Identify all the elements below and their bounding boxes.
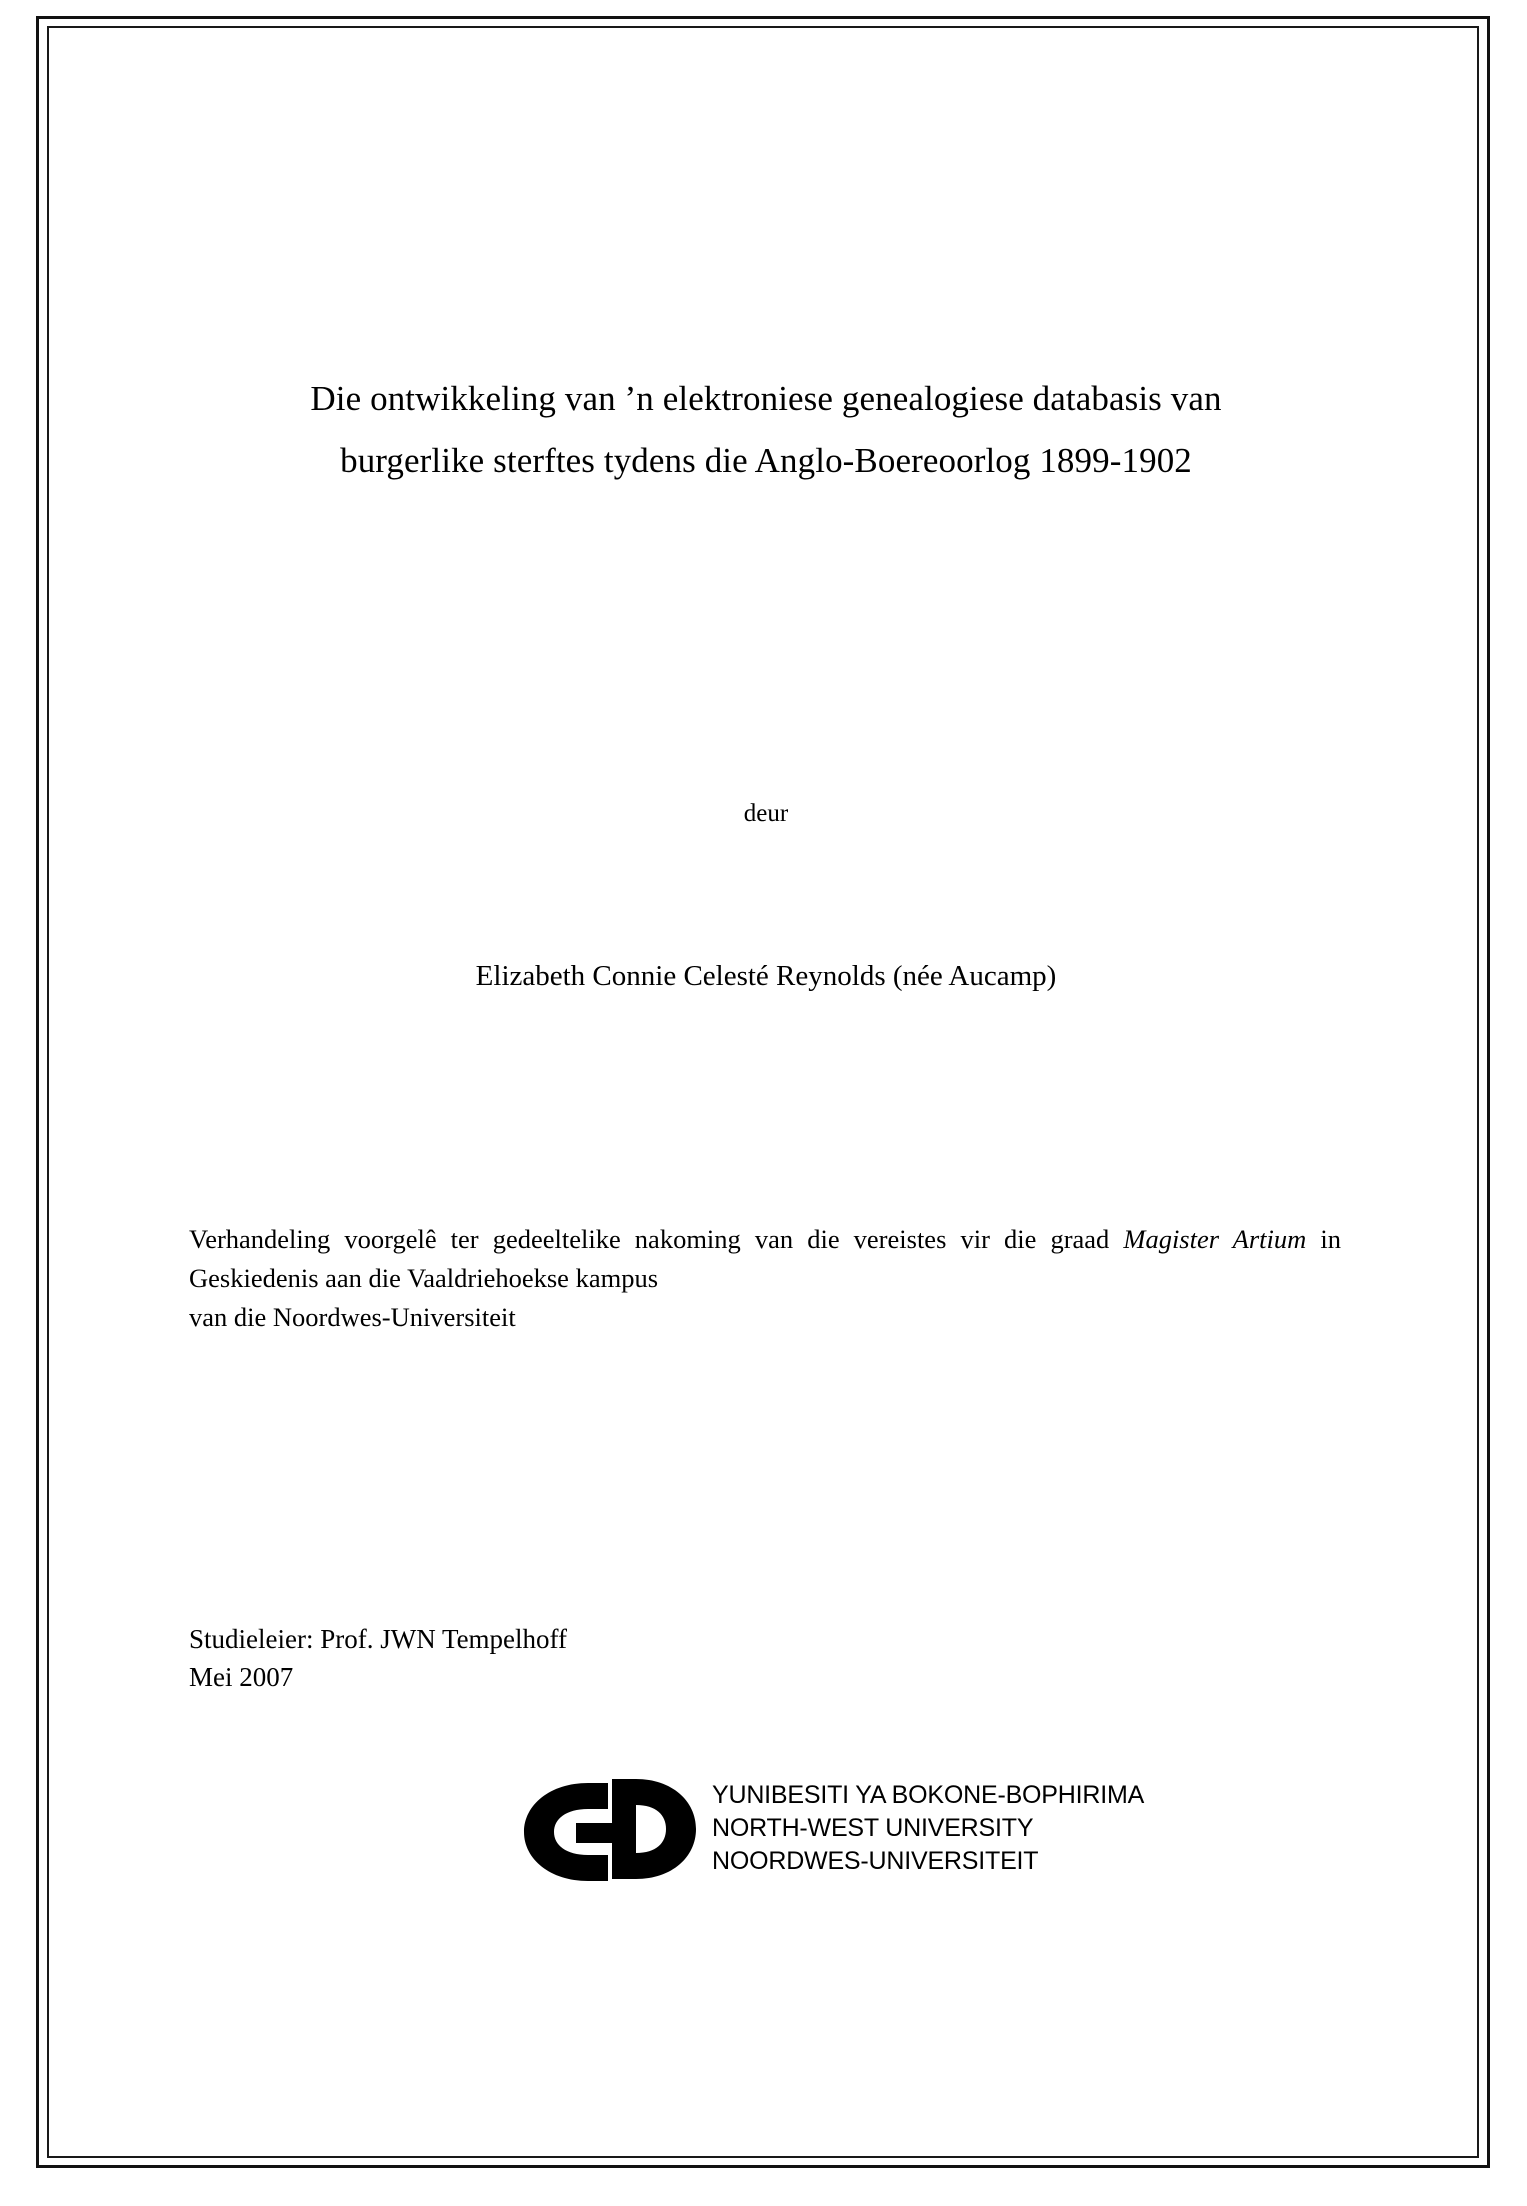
supervisor-line: Studieleier: Prof. JWN Tempelhoff xyxy=(189,1624,568,1654)
degree-statement xyxy=(189,1220,1341,1337)
north-west-university-logo-icon xyxy=(516,1779,706,1885)
degree-statement-part2: in Geskiedenis aan die Vaaldriehoekse kampus xyxy=(189,1224,1341,1293)
supervisor-block xyxy=(189,1620,1189,1696)
degree-name: Magister Artium xyxy=(1123,1224,1307,1254)
title-line-2: burgerlike sterftes tydens die Anglo-Boereoorlog 1899-1902 xyxy=(340,441,1192,480)
university-logo-text xyxy=(712,1779,1144,1878)
logo-line-2: NORTH-WEST UNIVERSITY xyxy=(712,1814,1034,1842)
by-label: deur xyxy=(743,800,789,827)
date-line: Mei 2007 xyxy=(189,1662,294,1692)
title-page-content xyxy=(186,0,1346,2206)
university-logo-block xyxy=(516,1775,1176,1890)
author-name: Elizabeth Connie Celesté Reynolds (née Aucamp) xyxy=(475,960,1057,992)
logo-line-1: YUNIBESITI YA BOKONE-BOPHIRIMA xyxy=(712,1781,1145,1809)
page-title xyxy=(186,368,1346,492)
degree-statement-part3: van die Noordwes-Universiteit xyxy=(189,1302,516,1332)
degree-statement-paragraph xyxy=(189,1220,1341,1298)
logo-line-3: NOORDWES-UNIVERSITEIT xyxy=(712,1847,1039,1875)
degree-statement-part1: Verhandeling voorgelê ter gedeeltelike nakoming van die vereistes vir die graad xyxy=(189,1224,1124,1254)
title-line-1: Die ontwikkeling van ’n elektroniese genealogiese databasis van xyxy=(310,379,1222,418)
